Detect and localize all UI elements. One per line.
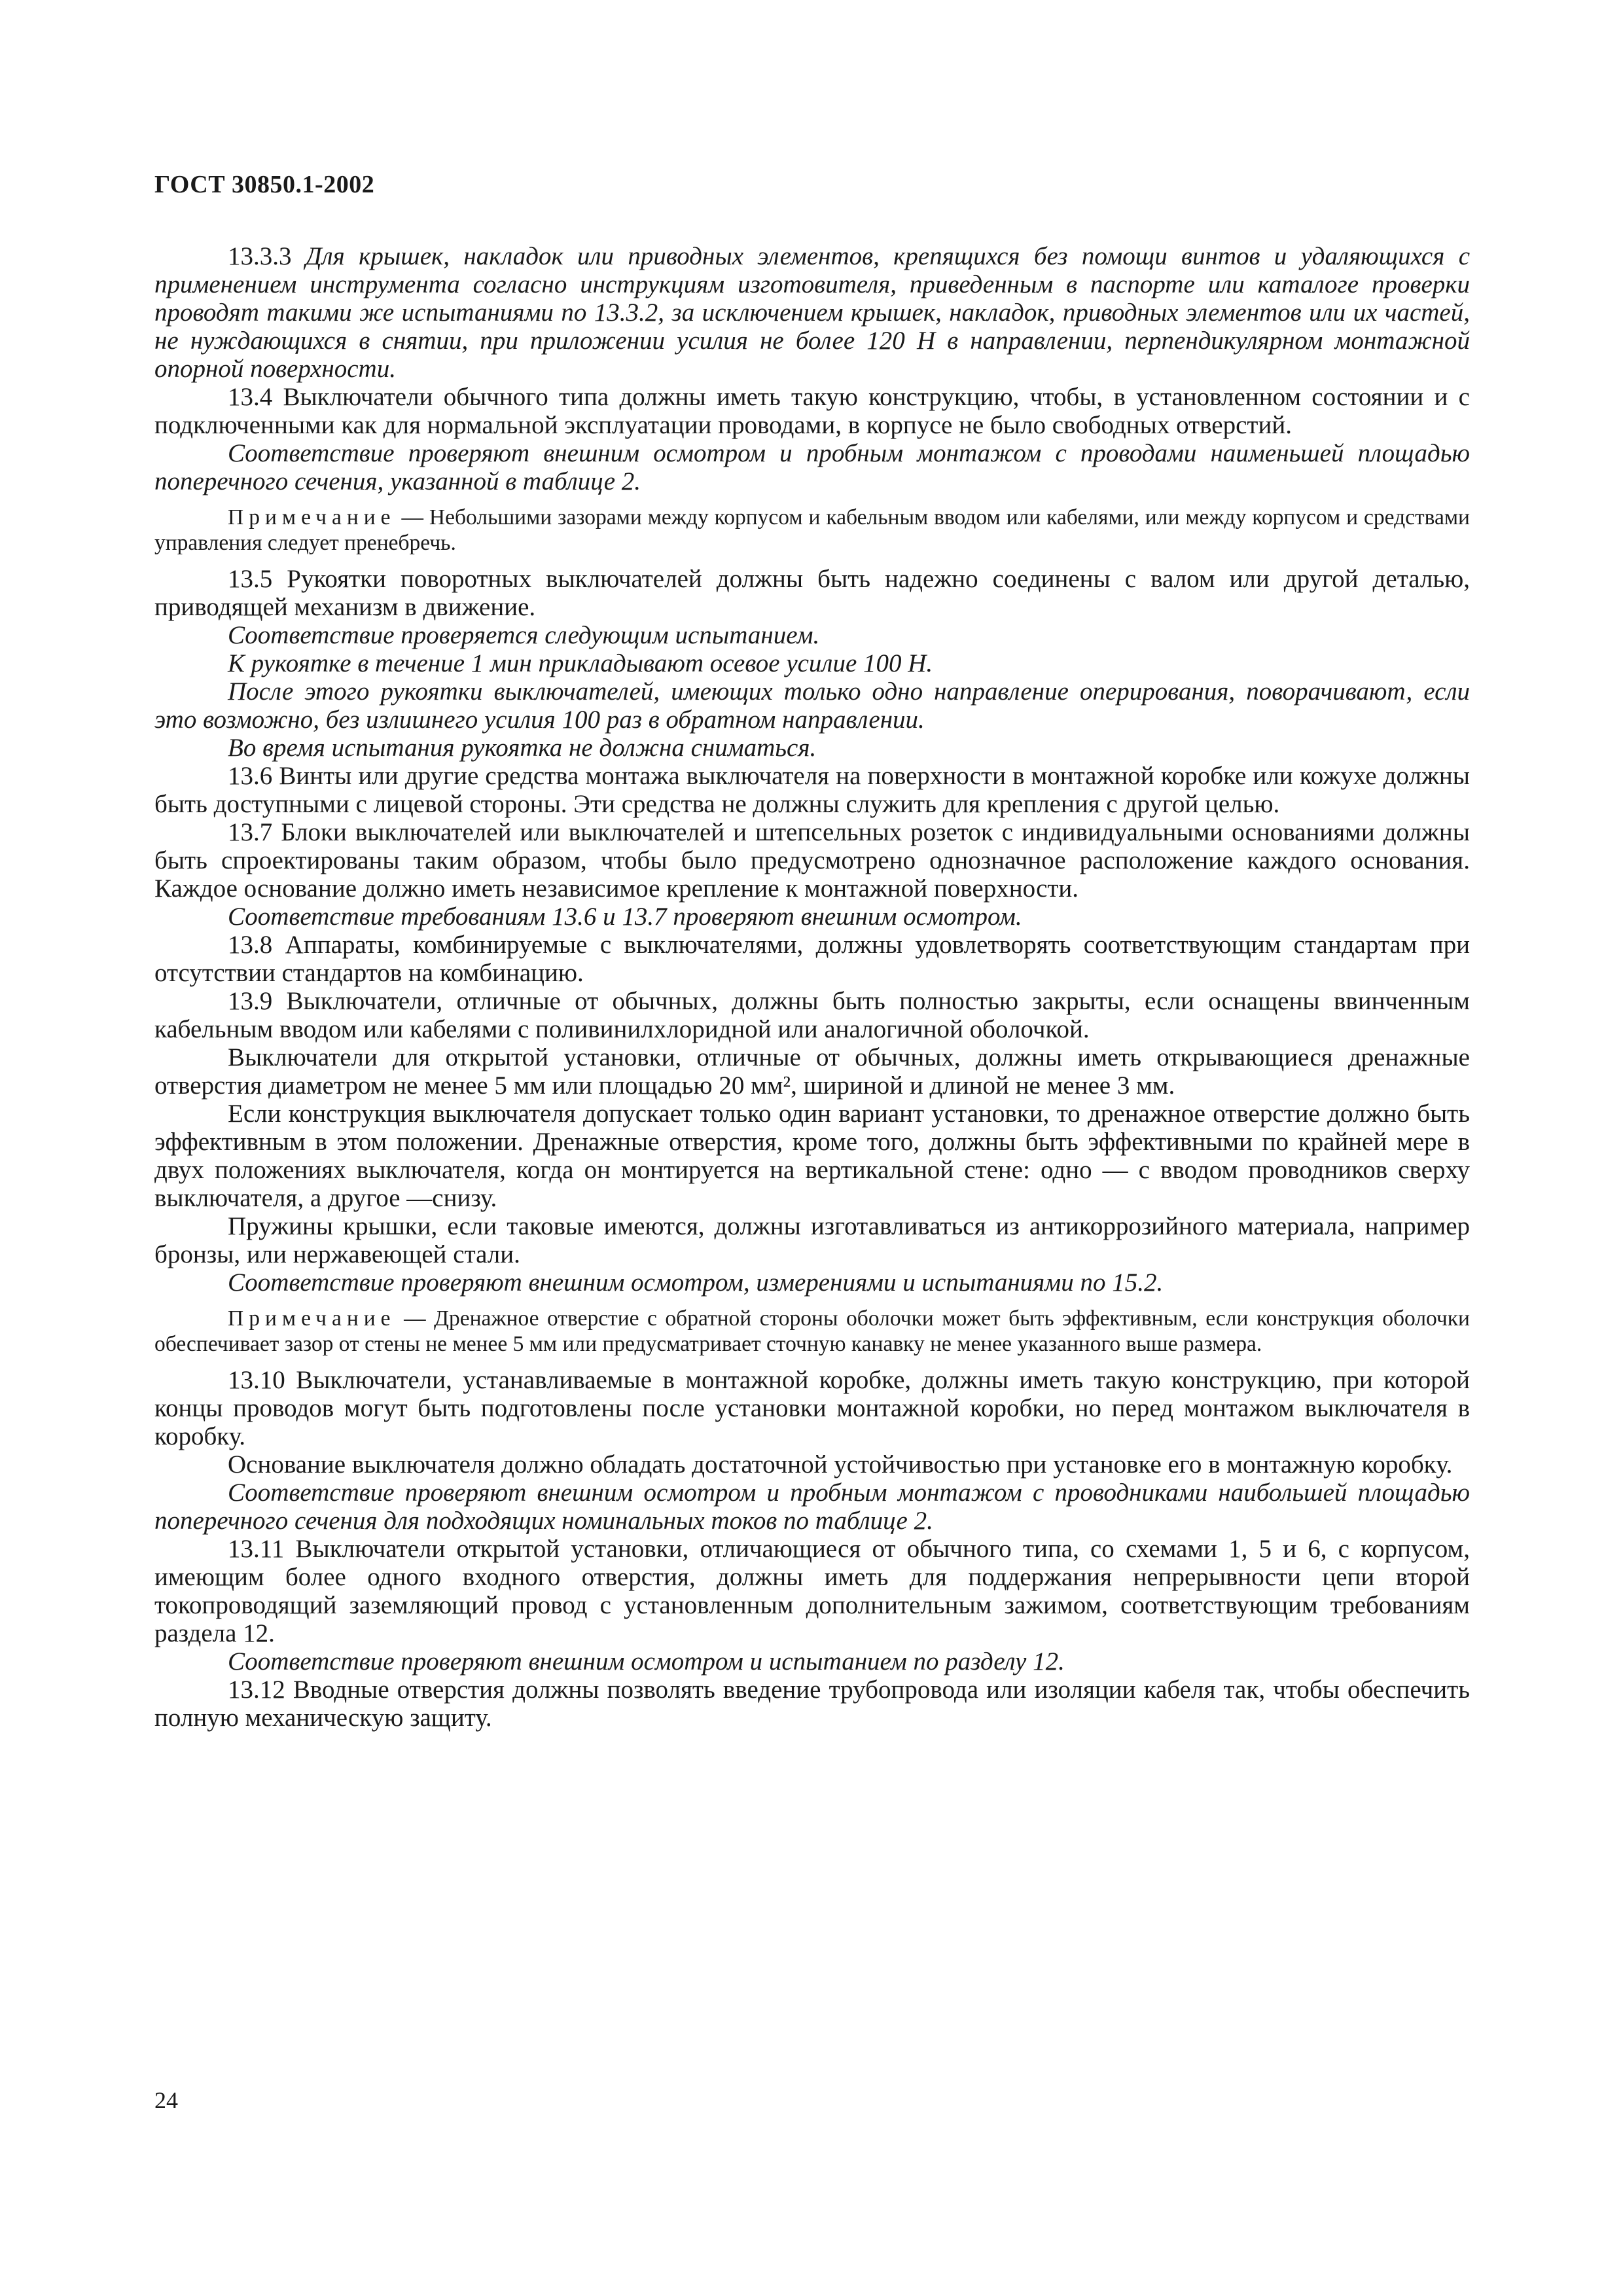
page-number: 24: [154, 2087, 178, 2113]
paragraph: Если конструкция выключателя допускает только один вариант установки, то дренажное отверстие должно быть эффективным в этом положении. Дренажные отверстия, кроме того, должны быть эффективными по крайней мере в двух положениях выключателя, когда он монтируется на вертикальной стене: одно — с вводом проводников сверху выключателя, а другое —снизу.: [154, 1100, 1470, 1212]
note-text: — Дренажное отверстие с обратной стороны оболочки может быть эффективным, если конструкция оболочки обеспечивает зазор от стены не менее 5 мм или предусматривает сточную канавку не менее указанного выше размера.: [154, 1306, 1470, 1356]
document-body: [154, 242, 1470, 1732]
paragraph: Выключатели для открытой установки, отличные от обычных, должны иметь открывающиеся дренажные отверстия диаметром не менее 5 мм или площадью 20 мм², шириной и длиной не менее 3 мм.: [154, 1043, 1470, 1100]
test-text: После этого рукоятки выключателей, имеющих только одно направление оперирования, поворачивают, если это возможно, без излишнего усилия 100 раз в обратном направлении.: [154, 677, 1470, 734]
note-label: Примечание: [228, 505, 396, 529]
test-text: К рукоятке в течение 1 мин прикладывают осевое усилие 100 Н.: [228, 649, 933, 677]
note: [154, 505, 1470, 556]
paragraph-13-3-3: [154, 242, 1470, 383]
paragraph: Пружины крышки, если таковые имеются, должны изготавливаться из антикоррозийного материала, например бронзы, или нержавеющей стали.: [154, 1212, 1470, 1268]
paragraph-13-11: 13.11 Выключатели открытой установки, отличающиеся от обычного типа, со схемами 1, 5 и 6, с корпусом, имеющим более одного входного отверстия, должны иметь для поддержания непрерывности цепи второй токопроводящий заземляющий провод с установленным дополнительным зажимом, соответствующим требованиям раздела 12.: [154, 1535, 1470, 1647]
paragraph-text: Для крышек, накладок или приводных элементов, крепящихся без помощи винтов и удаляющихся с применением инструмента согласно инструкциям изготовителя, приведенным в паспорте или каталоге проверки проводят такими же испытаниями по 13.3.2, за исключением крышек, накладок, приводных элементов или их частей, не нуждающихся в снятии, при приложении усилия не более 120 Н в направлении, перпендикулярном монтажной опорной поверхности.: [154, 242, 1471, 383]
paragraph-13-10: 13.10 Выключатели, устанавливаемые в монтажной коробке, должны иметь такую конструкцию, при которой концы проводов могут быть подготовлены после установки монтажной коробки, но перед монтажом выключателя в коробку.: [154, 1366, 1470, 1450]
note: [154, 1306, 1470, 1357]
compliance-text: Соответствие проверяют внешним осмотром и пробным монтажом с проводами наименьшей площадью поперечного сечения, указанной в таблице 2.: [154, 439, 1470, 495]
paragraph-13-7: 13.7 Блоки выключателей или выключателей и штепсельных розеток с индивидуальными основаниями должны быть спроектированы таким образом, чтобы было предусмотрено однозначное расположение каждого основания. Каждое основание должно иметь независимое крепление к монтажной поверхности.: [154, 818, 1470, 903]
test-text: Во время испытания рукоятка не должна сниматься.: [228, 734, 817, 762]
compliance-text: Соответствие проверяют внешним осмотром и испытанием по разделу 12.: [228, 1647, 1065, 1676]
paragraph-13-8: 13.8 Аппараты, комбинируемые с выключателями, должны удовлетворять соответствующим стандартам при отсутствии стандартов на комбинацию.: [154, 931, 1470, 987]
compliance-text: Соответствие проверяют внешним осмотром, измерениями и испытаниями по 15.2.: [228, 1268, 1164, 1297]
compliance-text: Соответствие требованиям 13.6 и 13.7 проверяют внешним осмотром.: [228, 903, 1022, 931]
note-text: — Небольшими зазорами между корпусом и кабельным вводом или кабелями, или между корпусом и средствами управления следует пренебречь.: [154, 505, 1470, 555]
compliance-text: Соответствие проверяется следующим испытанием.: [228, 621, 820, 649]
paragraph-13-6: 13.6 Винты или другие средства монтажа выключателя на поверхности в монтажной коробке или кожухе должны быть доступными с лицевой стороны. Эти средства не должны служить для крепления с другой целью.: [154, 762, 1470, 818]
paragraph-13-4: 13.4 Выключатели обычного типа должны иметь такую конструкцию, чтобы, в установленном состоянии и с подключенными как для нормальной эксплуатации проводами, в корпусе не было свободных отверстий.: [154, 383, 1470, 439]
paragraph-13-12: 13.12 Вводные отверстия должны позволять введение трубопровода или изоляции кабеля так, чтобы обеспечить полную механическую защиту.: [154, 1676, 1470, 1732]
paragraph: Основание выключателя должно обладать достаточной устойчивостью при установке его в монтажную коробку.: [228, 1450, 1453, 1479]
clause-number: 13.3.3: [228, 242, 306, 270]
note-label: Примечание: [228, 1306, 396, 1331]
compliance-text: Соответствие проверяют внешним осмотром и пробным монтажом с проводниками наибольшей площадью поперечного сечения для подходящих номинальных токов по таблице 2.: [154, 1479, 1470, 1535]
paragraph-13-5: 13.5 Рукоятки поворотных выключателей должны быть надежно соединены с валом или другой деталью, приводящей механизм в движение.: [154, 565, 1470, 621]
document-header: ГОСТ 30850.1-2002: [154, 171, 375, 198]
paragraph-13-9: 13.9 Выключатели, отличные от обычных, должны быть полностью закрыты, если оснащены ввинченным кабельным вводом или кабелями с поливинилхлоридной или аналогичной оболочкой.: [154, 987, 1470, 1043]
